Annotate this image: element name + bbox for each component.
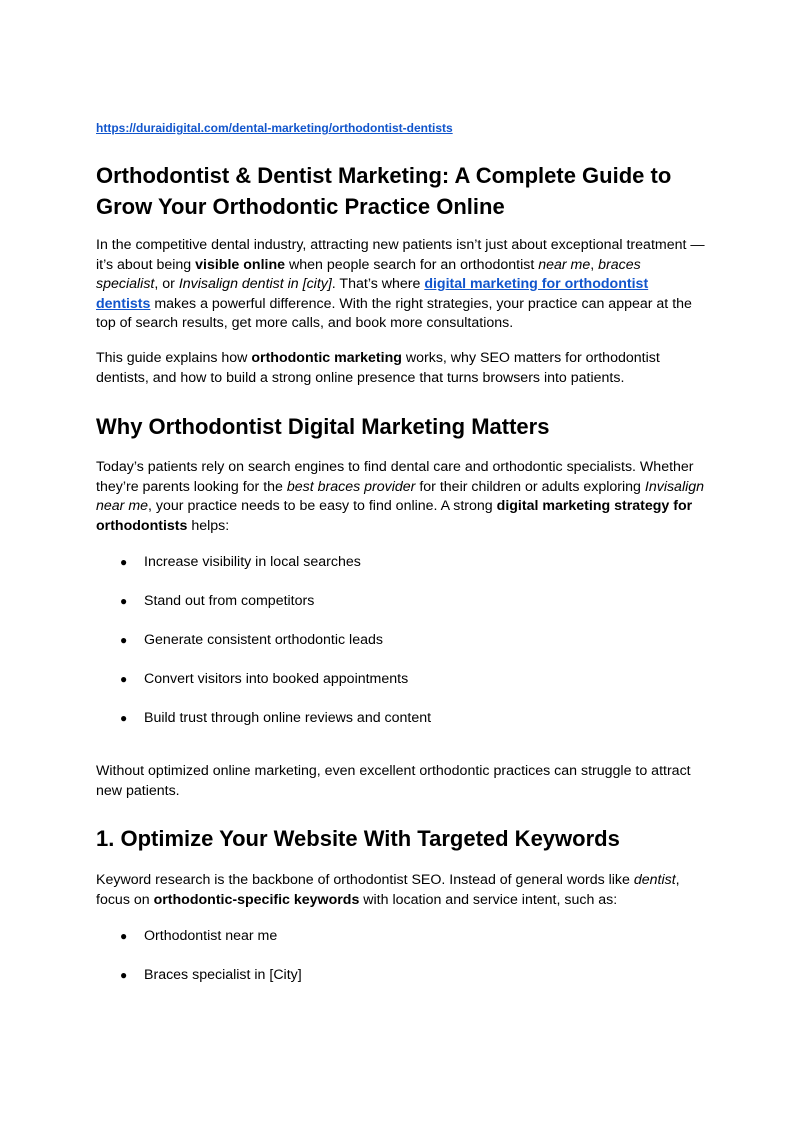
bullet-icon: ● [120,555,128,569]
section-heading-why-marketing: Why Orthodontist Digital Marketing Matters [96,414,550,439]
section2-paragraph: Keyword research is the backbone of orthodontist SEO. Instead of general words like dentist, focus on orthodontic-specific keywords with location and service intent, such as: [96,872,680,908]
list-item: ● Convert visitors into booked appointments [120,671,409,687]
guide-paragraph: This guide explains how orthodontic marketing works, why SEO matters for orthodontist dentists, and how to build a strong online presence that turns browsers into patients. [96,350,660,386]
bullet-icon: ● [120,968,128,982]
digital-marketing-link[interactable]: digital marketing for orthodontist dentists [96,276,649,312]
intro-paragraph: In the competitive dental industry, attracting new patients isn’t just about exceptional treatment — it’s about being visible online when people search for an orthodontist near me, braces specialist, or Invisalign dentist in [city]. That’s where digital marketing for orthodontist dentists makes a powerful difference. With the right strategies, your practice can appear at the top of search results, get more calls, and book more consultations. [96,237,705,332]
section1-closing-paragraph: Without optimized online marketing, even excellent orthodontic practices can struggle to attract new patients. [96,763,691,799]
bullet-icon: ● [120,594,128,608]
list-item: ● Orthodontist near me [120,928,278,944]
section-heading-optimize-website: 1. Optimize Your Website With Targeted Keywords [96,826,620,851]
list-item: ● Stand out from competitors [120,593,315,609]
benefits-list [96,552,706,747]
bullet-icon: ● [120,929,128,943]
list-item: ● Braces specialist in [City] [120,967,302,983]
keywords-list [96,926,706,1004]
section1-paragraph: Today’s patients rely on search engines to find dental care and orthodontic specialists. Whether they’re parents looking for the best braces provider for their children or adults exploring Invisalign near me, your practice needs to be easy to find online. A strong digital marketing strategy for orthodontists helps: [96,459,705,534]
bold-visible-online: visible online [195,256,286,273]
list-item: ● Generate consistent orthodontic leads [120,632,383,648]
source-url-link[interactable]: https://duraidigital.com/dental-marketing/orthodontist-dentists [96,121,453,135]
list-item: ● Build trust through online reviews and content [120,710,432,726]
page-title: Orthodontist & Dentist Marketing: A Complete Guide to Grow Your Orthodontic Practice Online [96,163,672,219]
bullet-icon: ● [120,672,128,686]
bullet-icon: ● [120,633,128,647]
list-item: ● Increase visibility in local searches [120,554,361,570]
bullet-icon: ● [120,711,128,725]
